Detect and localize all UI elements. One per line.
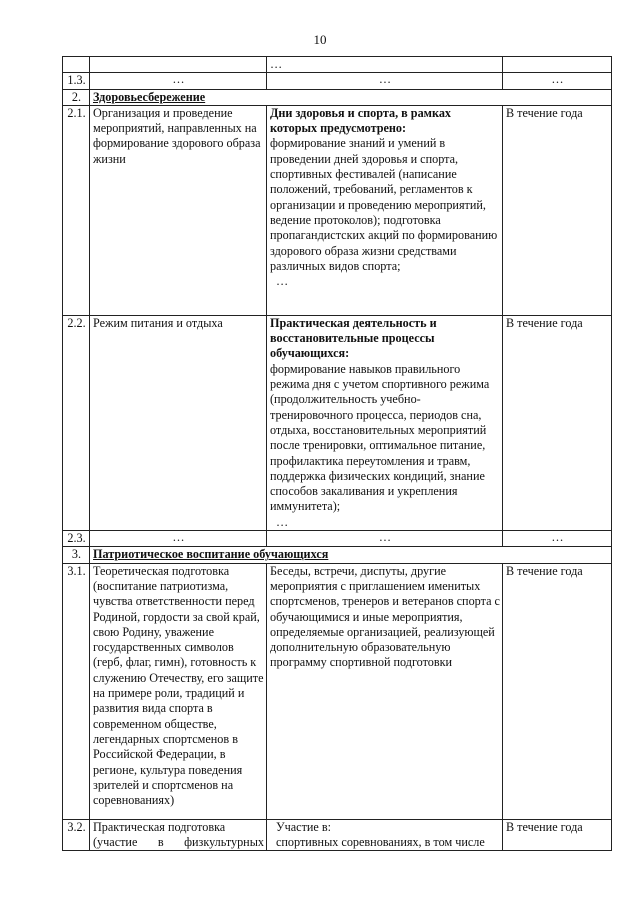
table-row-3-2 xyxy=(63,819,612,851)
event-timing: В течение года xyxy=(503,315,612,530)
event-name-line: Практическая подготовка xyxy=(93,819,226,834)
row-number: 3.2. xyxy=(63,819,90,851)
table-row-2-3 xyxy=(63,531,612,547)
cell-name xyxy=(90,57,267,73)
row-number: 2.2. xyxy=(63,315,90,530)
events-table xyxy=(62,56,612,851)
event-content: Беседы, встречи, диспуты, другие мероприятия с приглашением именитых спортсменов, тренеров и ветеранов спорта с обучающимися и иные мероприятия, определяемые организацией, реализующей дополнительную образовательную программу спортивной подготовки xyxy=(267,563,503,819)
ellipsis-text: … xyxy=(270,57,283,71)
ellipsis-text: … xyxy=(276,274,289,289)
content-heading: Практическая деятельность и восстановительные процессы обучающихся: xyxy=(270,315,437,361)
event-name: Организация и проведение мероприятий, направленных на формирование здорового образа жизни xyxy=(90,105,267,315)
event-name xyxy=(90,819,267,851)
content-line: Участие в: xyxy=(276,819,332,834)
event-name: Режим питания и отдыха xyxy=(90,315,267,530)
content-text: формирование навыков правильного режима дня с учетом спортивного режима (продолжительность учебно-тренировочного процесса, периодов сна, отдыха, восстановительных мероприятий после тренировки, оптимальное питание, профилактика переутомления и травм, поддержка физических кондиций, знание способов закаливания и укрепления иммунитета); xyxy=(270,361,490,514)
page-number: 10 xyxy=(313,32,327,47)
table-row-2-2 xyxy=(63,315,612,530)
content-text: формирование знаний и умений в проведении дней здоровья и спорта, спортивных фестивалей (написание положений, требований, регламентов к организации и проведению мероприятий, ведение протоколов); подготовка пропагандистских акций по формированию здорового образа жизни средствами различных видов спорта; xyxy=(270,136,498,273)
ellipsis-text: … xyxy=(276,514,289,529)
section-row-2 xyxy=(63,89,612,105)
section-row-3 xyxy=(63,547,612,563)
event-timing: В течение года xyxy=(503,819,612,851)
section-title: Здоровьесбережение xyxy=(90,89,612,105)
event-timing: В течение года xyxy=(503,563,612,819)
row-number: 3.1. xyxy=(63,563,90,819)
row-number: 2.3. xyxy=(63,531,90,547)
section-number: 3. xyxy=(63,547,90,563)
section-title: Патриотическое воспитание обучающихся xyxy=(90,547,612,563)
cell-content xyxy=(267,57,503,73)
ellipsis-text: … xyxy=(267,73,503,89)
table-row-1-3 xyxy=(63,73,612,89)
cell-timing xyxy=(503,57,612,73)
row-number: 1.3. xyxy=(63,73,90,89)
event-name-line: (участие в физкультурных xyxy=(93,834,264,849)
ellipsis-text: … xyxy=(90,73,267,89)
event-content xyxy=(267,105,503,315)
ellipsis-text: … xyxy=(90,531,267,547)
table-row-2-1 xyxy=(63,105,612,315)
event-content xyxy=(267,315,503,530)
row-number: 2.1. xyxy=(63,105,90,315)
ellipsis-text: … xyxy=(503,531,612,547)
cell-num xyxy=(63,57,90,73)
event-content xyxy=(267,819,503,851)
section-number: 2. xyxy=(63,89,90,105)
content-line: спортивных соревнованиях, в том числе xyxy=(276,834,485,849)
table-row-top-ellipsis xyxy=(63,57,612,73)
ellipsis-text: … xyxy=(503,73,612,89)
event-timing: В течение года xyxy=(503,105,612,315)
content-heading: Дни здоровья и спорта, в рамках которых предусмотрено: xyxy=(270,105,452,136)
ellipsis-text: … xyxy=(267,531,503,547)
event-name: Теоретическая подготовка (воспитание патриотизма, чувства ответственности перед Родиной, гордости за свой край, свою Родину, уважение государственных символов (герб, флаг, гимн), готовность к служению Отечеству, его защите на примере роли, традиций и развития вида спорта в современном обществе, легендарных спортсменов в Российской Федерации, в регионе, культура поведения зрителей и спортсменов на соревнованиях) xyxy=(90,563,267,819)
table-row-3-1 xyxy=(63,563,612,819)
